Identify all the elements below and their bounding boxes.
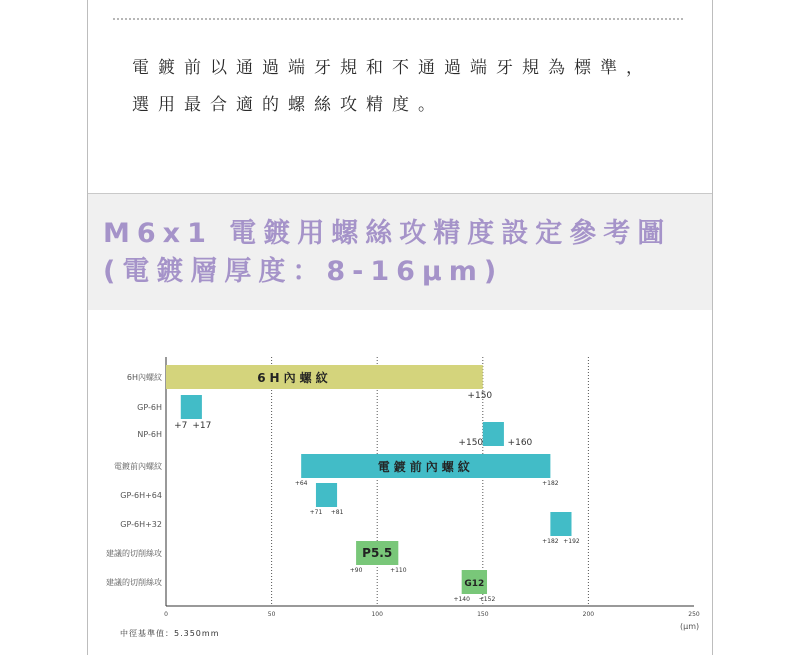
x-tick-label: 100 (371, 611, 383, 618)
bar-text: 6H內螺紋 (257, 371, 332, 385)
row-label: 6H內螺紋 (126, 373, 162, 382)
row-label: GP-6H (137, 403, 162, 412)
x-tick-label: 50 (267, 611, 276, 618)
bar (316, 483, 337, 507)
data-label: +150 (467, 391, 493, 401)
row-label: 建議的切削絲攻 (106, 549, 162, 558)
bar-text: P5.5 (362, 546, 393, 560)
pitch-diameter-footnote: 中徑基準值：5.350mm (120, 629, 220, 638)
row-label: GP-6H+64 (120, 491, 162, 500)
data-label: +160 (507, 438, 533, 448)
data-label: +110 (390, 567, 407, 574)
row-label: 建議的切削絲攻 (106, 578, 162, 587)
x-tick-label: 250 (688, 611, 700, 618)
bar-text: 電鍍前內螺紋 (377, 460, 474, 474)
data-label: +17 (192, 421, 212, 431)
x-axis-unit: (μm) (680, 622, 700, 631)
data-label: +71 (309, 509, 323, 516)
chart-title-line-1: M6x1 電鍍用螺絲攻精度設定參考圖 (103, 218, 672, 249)
bar-text: G12 (464, 579, 485, 589)
row-label: 電鍍前內螺紋 (114, 462, 162, 471)
intro-line-1: 電鍍前以通過端牙規和不通過端牙規為標準， (132, 58, 652, 78)
data-label: +182 (542, 480, 559, 487)
data-label: +152 (478, 596, 496, 603)
data-label: +7 (174, 421, 188, 431)
data-label: +90 (349, 567, 363, 574)
data-label: +140 (453, 596, 470, 603)
bar (483, 422, 504, 446)
data-label: +192 (563, 538, 580, 545)
intro-line-2: 選用最合適的螺絲攻精度。 (132, 95, 444, 115)
chart-title-line-2: (電鍍層厚度：8-16μm) (103, 256, 504, 287)
x-tick-label: 0 (164, 611, 168, 618)
data-label: +182 (542, 538, 559, 545)
x-tick-label: 200 (582, 611, 595, 618)
data-label: +64 (294, 480, 308, 487)
x-tick-label: 150 (477, 611, 489, 618)
data-label: +150 (458, 438, 484, 448)
bar (181, 395, 202, 419)
bar (550, 512, 571, 536)
row-label: NP-6H (137, 430, 162, 439)
data-label: +81 (330, 509, 344, 516)
row-label: GP-6H+32 (120, 520, 162, 529)
